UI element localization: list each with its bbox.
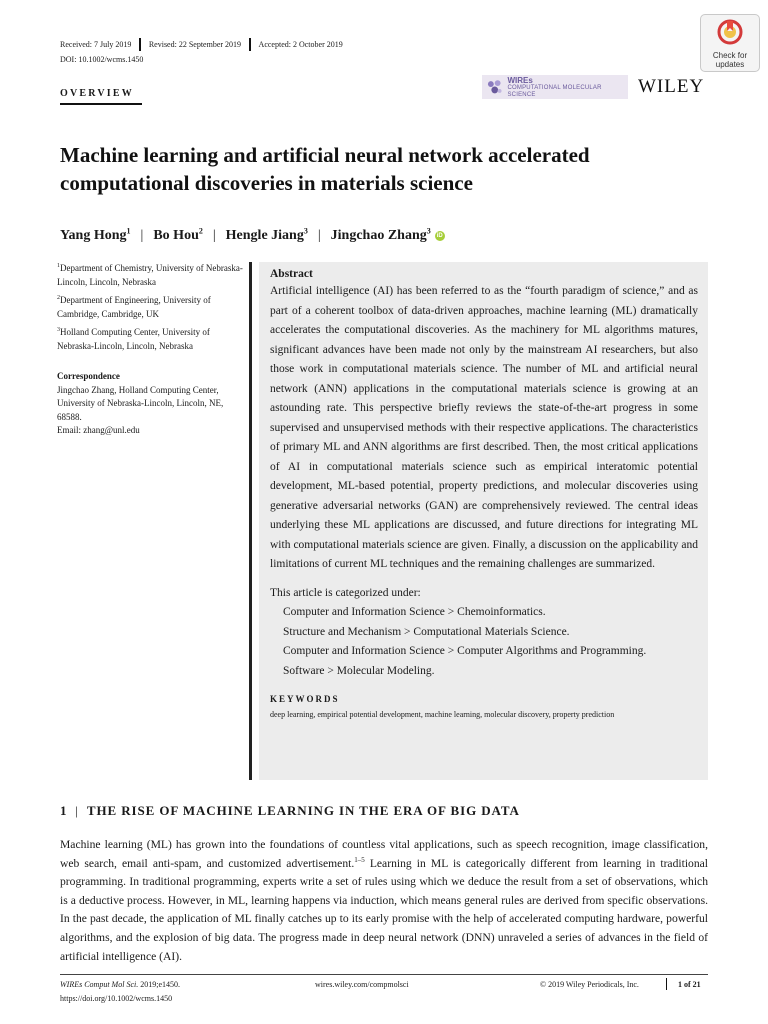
category-list	[270, 603, 698, 681]
received-date: Received: 7 July 2019	[60, 40, 132, 49]
footer-doi-link[interactable]: https://doi.org/10.1002/wcms.1450	[60, 994, 173, 1003]
article-dates	[60, 38, 343, 51]
category-item[interactable]: Software > Molecular Modeling.	[283, 664, 435, 677]
correspondence-text: Jingchao Zhang, Holland Computing Center, University of Nebraska-Lincoln, Lincoln, NE, 68588.	[57, 384, 224, 422]
abstract-body: Artificial intelligence (AI) has been referred to as the “fourth paradigm of science,” and as part of a coherent toolbox of data-driven approaches, machine learning (ML) dramatically accelerates the computational discoveries. As the machinery for ML algorithms matures, significant advances have been made not only by the mainstream AI researchers, but also those work in computational materials science. The number of ML and artificial neural network (ANN) applications in the computational materials science is growing at an astounding rate. This perspective briefly reviews the state-of-the-art progress in some supervised and unsupervised methods with their respective applications. The characteristics of primary ML and ANN algorithms are first described. Then, the most critical applications of AI in computational materials science such as empirical interatomic potential development, ML-based potential, property predictions, and molecular discoveries using generative adversarial networks (GAN) are comprehensively reviewed. The central ideas underlying these ML applications are discussed, and future directions for integrating ML with computational materials science are given. Finally, a discussion on the applicability and limitations of current ML techniques and the remaining challenges are summarized.	[270, 285, 698, 570]
overview-underline	[60, 103, 142, 105]
section-number: 1	[60, 803, 68, 818]
accepted-date: Accepted: 2 October 2019	[258, 40, 343, 49]
section-heading	[60, 803, 520, 819]
author-separator: |	[212, 228, 216, 243]
reference-link[interactable]: 1–5	[354, 855, 365, 864]
date-separator	[139, 38, 141, 51]
categories-intro: This article is categorized under:	[270, 586, 421, 599]
orcid-icon[interactable]: iD	[436, 233, 443, 239]
category-item[interactable]: Structure and Mechanism > Computational Materials Science.	[283, 625, 570, 638]
wires-subtitle: COMPUTATIONAL MOLECULAR SCIENCE	[507, 84, 602, 98]
page-number: 1 of 21	[678, 980, 701, 989]
doi[interactable]: DOI: 10.1002/wcms.1450	[60, 55, 144, 64]
check-updates-label: Check for updates	[712, 51, 748, 69]
author-name[interactable]: Bo Hou$^2$	[153, 226, 203, 243]
author-separator: |	[317, 228, 321, 243]
affiliation: $^2$Department of Engineering, University of Cambridge, Cambridge, UK	[57, 295, 211, 319]
article-title: Machine learning and artificial neural network accelerated computational discoveries in materials science	[60, 143, 590, 195]
section-separator: |	[75, 803, 79, 818]
affiliation: $^1$Department of Chemistry, University of Nebraska-Lincoln, Lincoln, Nebraska	[57, 263, 243, 287]
affiliation: $^3$Holland Computing Center, University of Nebraska-Lincoln, Lincoln, Nebraska	[57, 327, 210, 351]
affiliations	[57, 262, 245, 358]
body-paragraph: Machine learning (ML) has grown into the foundations of countless vital applications, such as speech recognition, image classification, web search, email anti-spam, and customized advertisement.$^{1-5}$ Learning in ML is categorically different from learning in traditional programming. In traditional programming, experts write a set of rules using which we deduce the result from a set of observations, which is a deductive process. However, in ML, learning happens via induction, which means general rules are derived from specific observations. In the past decade, the application of ML finally catches up to its early promise with the help of accelerated computing hardware, powerful algorithms, and the explosion of big data. The progress made in deep neural network (DNN) unraveled a series of advances in the field of artificial intelligence (AI).	[60, 838, 709, 963]
wires-logo	[482, 75, 628, 99]
correspondence	[57, 370, 247, 438]
date-separator	[249, 38, 251, 51]
abstract-rule	[249, 262, 252, 780]
author-list	[60, 228, 445, 244]
check-updates-icon	[717, 19, 743, 49]
wires-title: WIREs	[507, 75, 533, 85]
revised-date: Revised: 22 September 2019	[148, 40, 242, 49]
author-name[interactable]: Jingchao Zhang$^3$	[330, 226, 431, 243]
correspondence-email[interactable]: Email: zhang@unl.edu	[57, 425, 140, 435]
category-item[interactable]: Computer and Information Science > Computer Algorithms and Programming.	[283, 645, 647, 657]
abstract-heading: Abstract	[270, 268, 313, 280]
author-name[interactable]: Yang Hong$^1$	[60, 226, 131, 243]
author-name[interactable]: Hengle Jiang$^3$	[225, 226, 308, 243]
abstract-box	[259, 262, 708, 780]
footer-copyright: © 2019 Wiley Periodicals, Inc.	[540, 980, 639, 989]
footer-citation: WIREs Comput Mol Sci. 2019;e1450.	[60, 980, 180, 989]
article-type: OVERVIEW	[60, 88, 134, 99]
section-title: THE RISE OF MACHINE LEARNING IN THE ERA OF BIG DATA	[86, 803, 520, 818]
check-for-updates-button[interactable]	[700, 14, 760, 72]
wires-molecule-icon	[486, 78, 503, 96]
publisher-logo: WILEY	[638, 76, 705, 97]
keywords-heading: KEYWORDS	[270, 694, 340, 704]
footer-website-link[interactable]: wires.wiley.com/compmolsci	[315, 980, 409, 989]
footer-separator	[666, 978, 667, 990]
correspondence-heading: Correspondence	[57, 371, 120, 381]
footer-divider	[60, 974, 708, 975]
author-separator: |	[140, 228, 144, 243]
category-item[interactable]: Computer and Information Science > Chemoinformatics.	[283, 606, 546, 618]
keywords-list: deep learning, empirical potential development, machine learning, molecular discovery, property prediction	[270, 710, 615, 719]
